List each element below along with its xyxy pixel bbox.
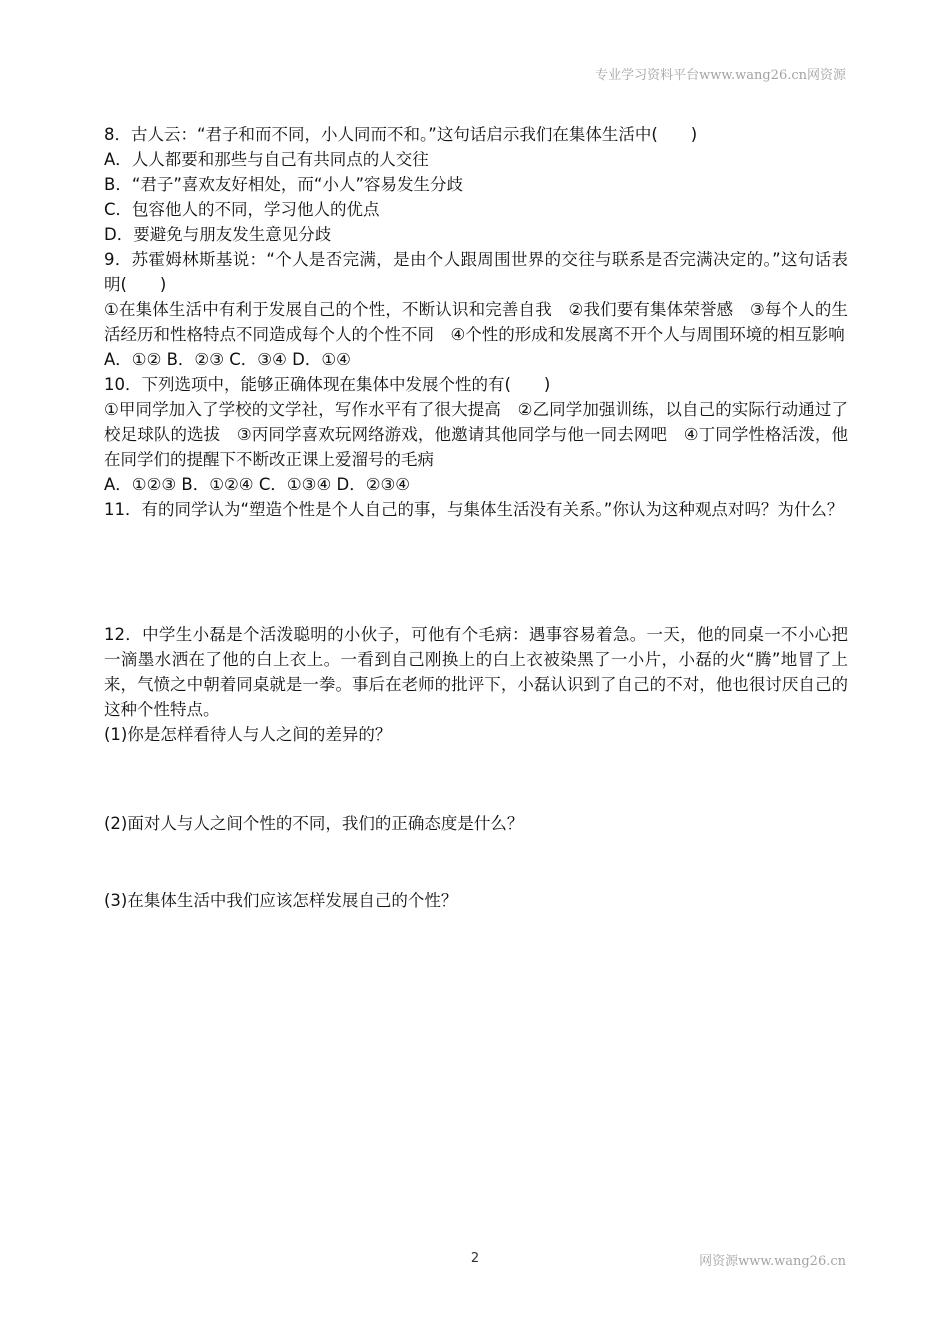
- answer-space: [104, 747, 848, 811]
- question-8-option-a: A．人人都要和那些与自己有共同点的人交往: [104, 150, 429, 169]
- question-10-options: A．①②③ B．①②④ C．①③④ D．②③④: [104, 475, 411, 494]
- question-9-statements: ①在集体生活中有利于发展自己的个性，不断认识和完善自我 ②我们要有集体荣誉感 ③每个人的生活经历和性格特点不同造成每个人的个性不同 ④个性的形成和发展离不开个人与周围环境的相互影响: [104, 300, 848, 344]
- page-number: 2: [470, 1251, 480, 1266]
- question-9-options: A．①② B．②③ C．③④ D．①④: [104, 350, 351, 369]
- answer-space: [104, 836, 848, 888]
- question-12-sub-1: (1)你是怎样看待人与人之间的差异的？: [104, 725, 392, 744]
- question-10-stem: 10．下列选项中，能够正确体现在集体中发展个性的有( ): [104, 375, 551, 394]
- question-8-option-d: D．要避免与朋友发生意见分歧: [104, 225, 332, 244]
- header-watermark: 专业学习资料平台www.wang26.cn网资源: [595, 68, 846, 83]
- question-8-option-b: B．“君子”喜欢友好相处，而“小人”容易发生分歧: [104, 175, 464, 194]
- question-11-stem: 11．有的同学认为“塑造个性是个人自己的事，与集体生活没有关系。”你认为这种观点对吗？为什么？: [104, 500, 844, 519]
- question-12-sub-3: (3)在集体生活中我们应该怎样发展自己的个性？: [104, 891, 458, 910]
- question-12-sub-2: (2)面对人与人之间个性的不同，我们的正确态度是什么？: [104, 814, 524, 833]
- question-10-statements: ①甲同学加入了学校的文学社，写作水平有了很大提高 ②乙同学加强训练，以自己的实际行动通过了校足球队的选拔 ③丙同学喜欢玩网络游戏，他邀请其他同学与他一同去网吧 ④丁同学性格活泼，他在同学们的提醒下不断改正课上爱溜号的毛病: [104, 400, 848, 469]
- question-12-stem: 12．中学生小磊是个活泼聪明的小伙子，可他有个毛病：遇事容易着急。一天，他的同桌一不小心把一滴墨水洒在了他的白上衣上。一看到自己刚换上的白上衣被染黑了一小片，小磊的火“腾”地冒了上来，气愤之中朝着同桌就是一拳。事后在老师的批评下，小磊认识到了自己的不对，他也很讨厌自己的这种个性特点。: [104, 625, 848, 719]
- answer-space: [104, 522, 848, 622]
- footer-watermark: 网资源www.wang26.cn: [699, 1254, 846, 1269]
- question-8-option-c: C．包容他人的不同，学习他人的优点: [104, 200, 380, 219]
- question-8-stem: 8．古人云：“君子和而不同，小人同而不和。”这句话启示我们在集体生活中( ): [104, 125, 698, 144]
- page-content: [104, 122, 848, 913]
- question-9-stem: 9．苏霍姆林斯基说：“个人是否完满，是由个人跟周围世界的交往与联系是否完满决定的。”这句话表明( ): [104, 250, 848, 294]
